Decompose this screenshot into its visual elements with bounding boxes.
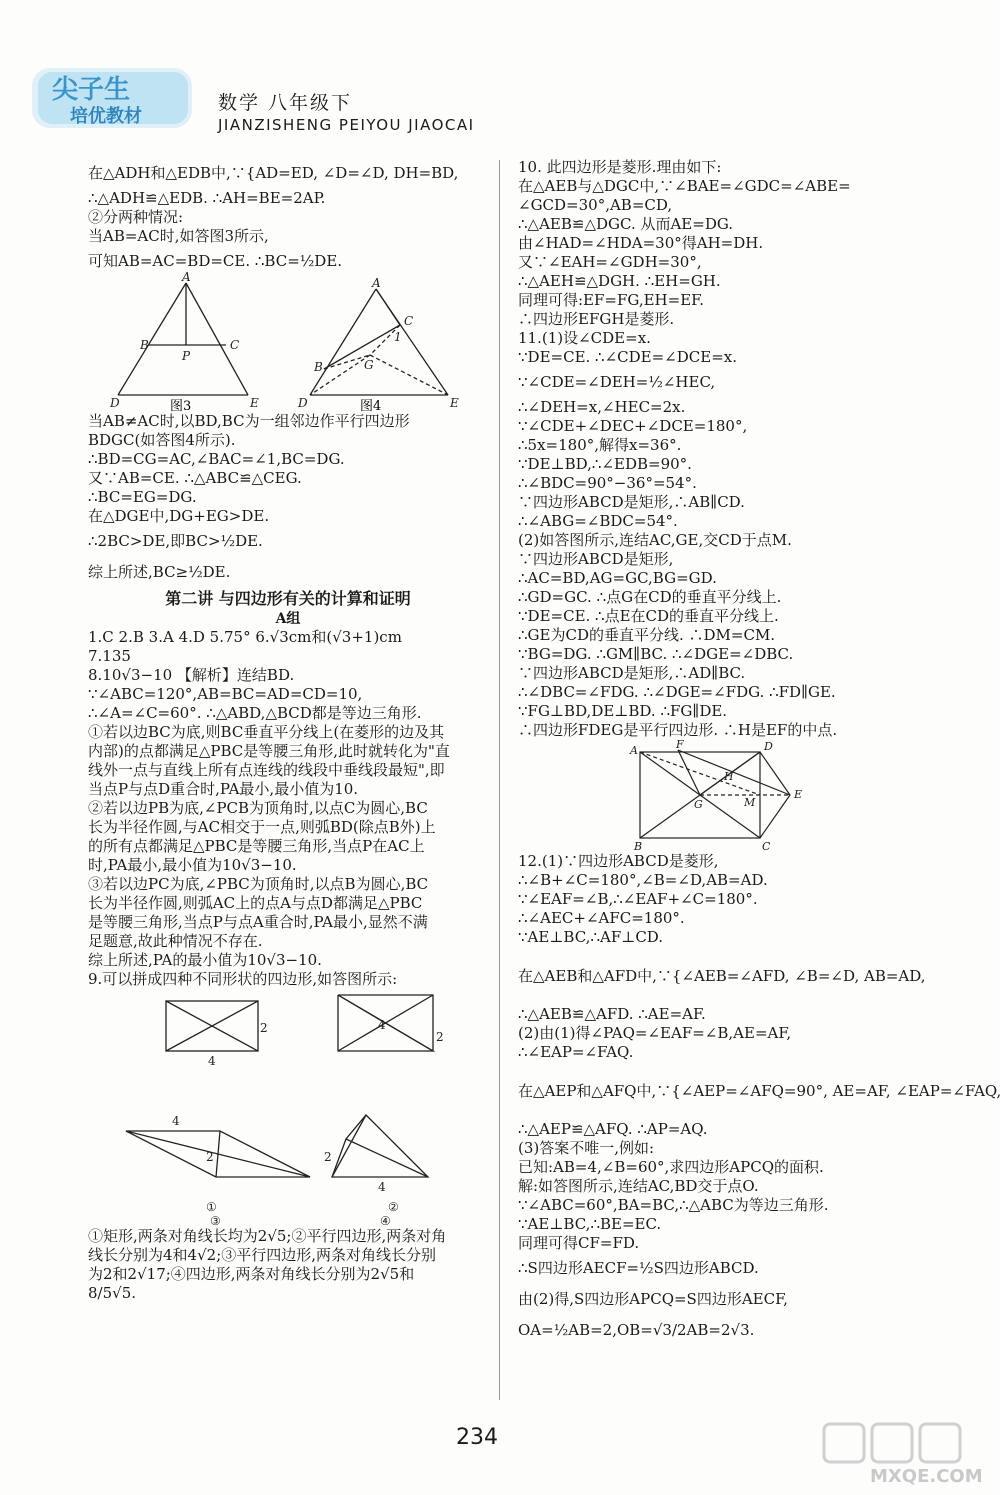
text-line: 当AB=AC时,如答图3所示, [88, 227, 269, 245]
text-line: (2)由(1)得∠PAQ=∠EAF=∠B,AE=AF, [518, 1024, 792, 1042]
text-line: 在△ADH和△EDB中,∵{AD=ED, ∠D=∠D, DH=BD, [88, 164, 459, 182]
fig9-num-1: ① [206, 1200, 217, 1214]
text-line: 在△AEP和△AFQ中,∵{∠AEP=∠AFQ=90°, AE=AF, ∠EAP=∠FAQ, [518, 1082, 1001, 1100]
fig3-label-D: D [110, 396, 120, 410]
text-line: BDGC(如答图4所示). [88, 431, 236, 449]
column-divider [499, 160, 500, 1400]
text-line: ∵BG=DG. ∴GM∥BC. ∴∠DGE=∠DBC. [518, 645, 794, 663]
text-line: 综上所述,BC≥½DE. [88, 563, 231, 581]
text-line: ∠GCD=30°,AB=CD, [518, 196, 673, 214]
text-line: 同理可得CF=FD. [518, 1234, 640, 1252]
text-line: ∴BD=CG=AC,∠BAC=∠1,BC=DG. [88, 450, 345, 468]
text-line: 7.135 [88, 647, 131, 665]
text-line: ∵DE=CE. ∴∠CDE=∠DCE=x. [518, 348, 738, 366]
fig4-angle-1: 1 [394, 330, 402, 344]
text-line: (2)如答图所示,连结AC,GE,交CD于点M. [518, 531, 792, 549]
fig4-label-D: D [298, 396, 308, 410]
svg-text:培优教材: 培优教材 [70, 106, 142, 127]
text-line: 线长分别为4和4√2;③平行四边形,两条对角线长分别 [88, 1246, 437, 1264]
text-line: 1.C 2.B 3.A 4.D 5.75° 6.√3cm和(√3+1)cm [88, 628, 402, 646]
figure-4 [310, 289, 448, 395]
text-line: 在△AEB与△DGC中,∵∠BAE=∠GDC=∠ABE= [518, 177, 851, 195]
text-line: ∴∠DEH=x,∠HEC=2x. [518, 398, 686, 416]
text-line: ∴∠ABG=∠BDC=54°. [518, 512, 678, 530]
book-subtitle: JIANZISHENG PEIYOU JIAOCAI [218, 116, 475, 134]
fig11-label-D: D [764, 740, 773, 753]
text-line: 由∠HAD=∠HDA=30°得AH=DH. [518, 234, 764, 252]
right-column [518, 158, 1001, 1346]
text-line: ∴BC=EG=DG. [88, 488, 197, 506]
text-line: 又∵AB=CE. ∴△ABC≌△CEG. [88, 469, 302, 487]
fig11-label-C: C [762, 840, 771, 853]
fig3-label-C: C [230, 338, 240, 352]
svg-text:尖子生: 尖子生 [52, 75, 131, 105]
fig11-label-H: H [724, 770, 734, 783]
text-line: 在△DGE中,DG+EG>DE. [88, 507, 270, 525]
text-line: 11.(1)设∠CDE=x. [518, 329, 651, 347]
text-line: 已知:AB=4,∠B=60°,求四边形APCQ的面积. [518, 1158, 824, 1176]
text-line: ∴△AEP≌△AFQ. ∴AP=AQ. [518, 1120, 708, 1138]
text-line: 又∵∠EAH=∠GDH=30°, [518, 253, 702, 271]
text-line: ①矩形,两条对角线长均为2√5;②平行四边形,两条对角 [88, 1227, 447, 1245]
fig9-side-4: 4 [208, 1054, 216, 1068]
left-column [88, 158, 488, 1303]
text-line: ∵AE⊥BC,∴AF⊥CD. [518, 928, 664, 946]
text-line: 10. 此四边形是菱形.理由如下: [518, 158, 722, 176]
text-line: 长为半径作圆,与AC相交于一点,则弧BD(除点B外)上 [88, 818, 436, 836]
text-line: 12.(1)∵四边形ABCD是菱形, [518, 852, 719, 870]
fig3-caption: 图3 [170, 399, 192, 414]
text-line: ∴AC=BD,AG=GC,BG=GD. [518, 569, 717, 587]
fig4-label-C: C [404, 314, 414, 328]
text-line: (3)答案不唯一,例如: [518, 1139, 655, 1157]
text-line: 可知AB=AC=BD=CE. ∴BC=½DE. [88, 252, 343, 270]
page-number: 234 [456, 1425, 498, 1450]
text-line: ∵∠CDE=∠DEH=½∠HEC, [518, 373, 716, 391]
book-title: 数学 八年级下 [218, 92, 353, 114]
figure-11 [518, 740, 928, 852]
text-line: ②若以边PB为底,∠PCB为顶角时,以点C为圆心,BC [88, 799, 428, 817]
text-line: ∵DE⊥BD,∴∠EDB=90°. [518, 455, 692, 473]
fig4-label-E: E [450, 396, 459, 410]
text-line: ∴△AEB≌△AFD. ∴AE=AF. [518, 1005, 706, 1023]
watermark-text: MXQE.COM [870, 1466, 983, 1487]
fig4-label-B: B [314, 360, 323, 374]
fig4-label-A: A [372, 276, 381, 290]
text-line: ∴∠BDC=90°−36°=54°. [518, 474, 697, 492]
text-line: ∵∠ABC=120°,AB=BC=AD=CD=10, [88, 685, 363, 703]
fig9-side-4: 4 [378, 1180, 386, 1194]
fig11-label-G: G [694, 798, 703, 811]
text-line: 线外一点与直线上所有点连线的线段中垂线段最短",即 [88, 761, 445, 779]
text-line: ∵∠ABC=60°,BA=BC,∴△ABC为等边三角形. [518, 1196, 829, 1214]
fig9-num-3: ③ [210, 1214, 221, 1228]
text-line: ∴∠A=∠C=60°. ∴△ABD,△BCD都是等边三角形. [88, 704, 422, 722]
text-line: ∴S四边形AECF=½S四边形ABCD. [518, 1259, 759, 1277]
fig4-label-G: G [364, 358, 374, 372]
fig4-caption: 图4 [360, 399, 382, 414]
text-line: ∴△AEB≌△DGC. 从而AE=DG. [518, 215, 734, 233]
text-line: 时,PA最小,最小值为10√3−10. [88, 856, 297, 874]
figure-3 [118, 283, 248, 395]
text-line: ∵四边形ABCD是矩形, [518, 550, 674, 568]
text-line: 长为半径作圆,则弧AC上的点A与点D都满足△PBC [88, 894, 423, 912]
fig9-side-2: 2 [324, 1150, 332, 1164]
text-line: ∴5x=180°,解得x=36°. [518, 436, 682, 454]
text-line: 8/5√5. [88, 1284, 137, 1302]
text-line: ∵DE=CE. ∴点E在CD的垂直平分线上. [518, 607, 779, 625]
text-line: ∴∠AEC+∠AFC=180°. [518, 909, 685, 927]
text-line: ∴∠DBC=∠FDG. ∴∠DGE=∠FDG. ∴FD∥GE. [518, 683, 836, 701]
section-title: 第二讲 与四边形有关的计算和证明 [165, 589, 411, 608]
text-line: 的所有点都满足△PBC是等腰三角形,当点P在AC上 [88, 837, 425, 855]
fig11-label-E: E [794, 788, 803, 801]
fig11-label-F: F [676, 738, 684, 751]
text-line: ②分两种情况: [88, 208, 184, 226]
text-line: 在△AEB和△AFD中,∵{∠AEB=∠AFD, ∠B=∠D, AB=AD, [518, 967, 926, 985]
fig9-side-2: 2 [260, 1021, 268, 1035]
text-line: ∴GE为CD的垂直平分线. ∴DM=CM. [518, 626, 776, 644]
fig3-label-E: E [250, 396, 259, 410]
text-line: 8.10√3−10 【解析】连结BD. [88, 666, 295, 684]
text-line: 当AB≠AC时,以BD,BC为一组邻边作平行四边形 [88, 412, 410, 430]
text-line: ∴△AEH≌△DGH. ∴EH=GH. [518, 272, 721, 290]
section-group: A组 [275, 611, 301, 627]
text-line: OA=½AB=2,OB=√3/2AB=2√3. [518, 1321, 755, 1339]
text-line: ∴四边形EFGH是菱形. [518, 310, 675, 328]
fig9-num-2: ② [388, 1200, 399, 1214]
fig11-label-B: B [634, 840, 643, 853]
fig3-label-P: P [182, 349, 191, 363]
text-line: ∵AE⊥BC,∴BE=EC. [518, 1215, 662, 1233]
text-line: ∵四边形ABCD是矩形,∴AD∥BC. [518, 664, 746, 682]
fig9-num-4: ④ [380, 1214, 391, 1228]
text-line: 9.可以拼成四种不同形状的四边形,如答图所示: [88, 970, 398, 988]
text-line: ∵FG⊥BD,DE⊥BD. ∴FG∥DE. [518, 702, 728, 720]
text-line: 同理可得:EF=FG,EH=EF. [518, 291, 704, 309]
text-line: ∴四边形FDEG是平行四边形. ∴H是EF的中点. [518, 721, 838, 739]
figure-9 [88, 989, 488, 1227]
fig9-side-2: 2 [436, 1030, 444, 1044]
fig11-label-M: M [744, 796, 756, 809]
text-line: 是等腰三角形,当点P与点A重合时,PA最小,显然不满 [88, 913, 428, 931]
text-line: ③若以边PC为底,∠PBC为顶角时,以点B为圆心,BC [88, 875, 429, 893]
text-line: 为2和2√17;④四边形,两条对角线长分别为2√5和 [88, 1265, 415, 1283]
fig11-label-A: A [630, 744, 638, 757]
text-line: 当点P与点D重合时,PA最小,最小值为10. [88, 780, 359, 798]
fig9-side-4: 4 [378, 1018, 386, 1032]
text-line: ∴∠B+∠C=180°,∠B=∠D,AB=AD. [518, 871, 768, 889]
fig3-label-A: A [182, 270, 191, 284]
text-line: 内部)的点都满足△PBC是等腰三角形,此时就转化为"直 [88, 742, 450, 760]
text-line: ∴2BC>DE,即BC>½DE. [88, 532, 263, 550]
fig9-side-2: 2 [206, 1150, 214, 1164]
text-line: 足题意,故此种情况不存在. [88, 932, 263, 950]
text-line: ∴GD=GC. ∴点G在CD的垂直平分线上. [518, 588, 782, 606]
brand-logo [30, 62, 200, 132]
text-line: 综上所述,PA的最小值为10√3−10. [88, 951, 322, 969]
text-line: ①若以边BC为底,则BC垂直平分线上(在菱形的边及其 [88, 723, 445, 741]
text-line: ∴∠EAP=∠FAQ. [518, 1043, 634, 1061]
text-line: ∵∠CDE+∠DEC+∠DCE=180°, [518, 417, 748, 435]
text-line: 解:如答图所示,连结AC,BD交于点O. [518, 1177, 759, 1195]
text-line: ∵四边形ABCD是矩形,∴AB∥CD. [518, 493, 745, 511]
fig9-side-4: 4 [172, 1114, 180, 1128]
fig3-label-B: B [140, 338, 149, 352]
text-line: 由(2)得,S四边形APCQ=S四边形AECF, [518, 1290, 788, 1308]
text-line: ∵∠EAF=∠B,∴∠EAF+∠C=180°. [518, 890, 758, 908]
text-line: ∴△ADH≌△EDB. ∴AH=BE=2AP. [88, 189, 326, 207]
figures-3-4 [88, 270, 488, 414]
